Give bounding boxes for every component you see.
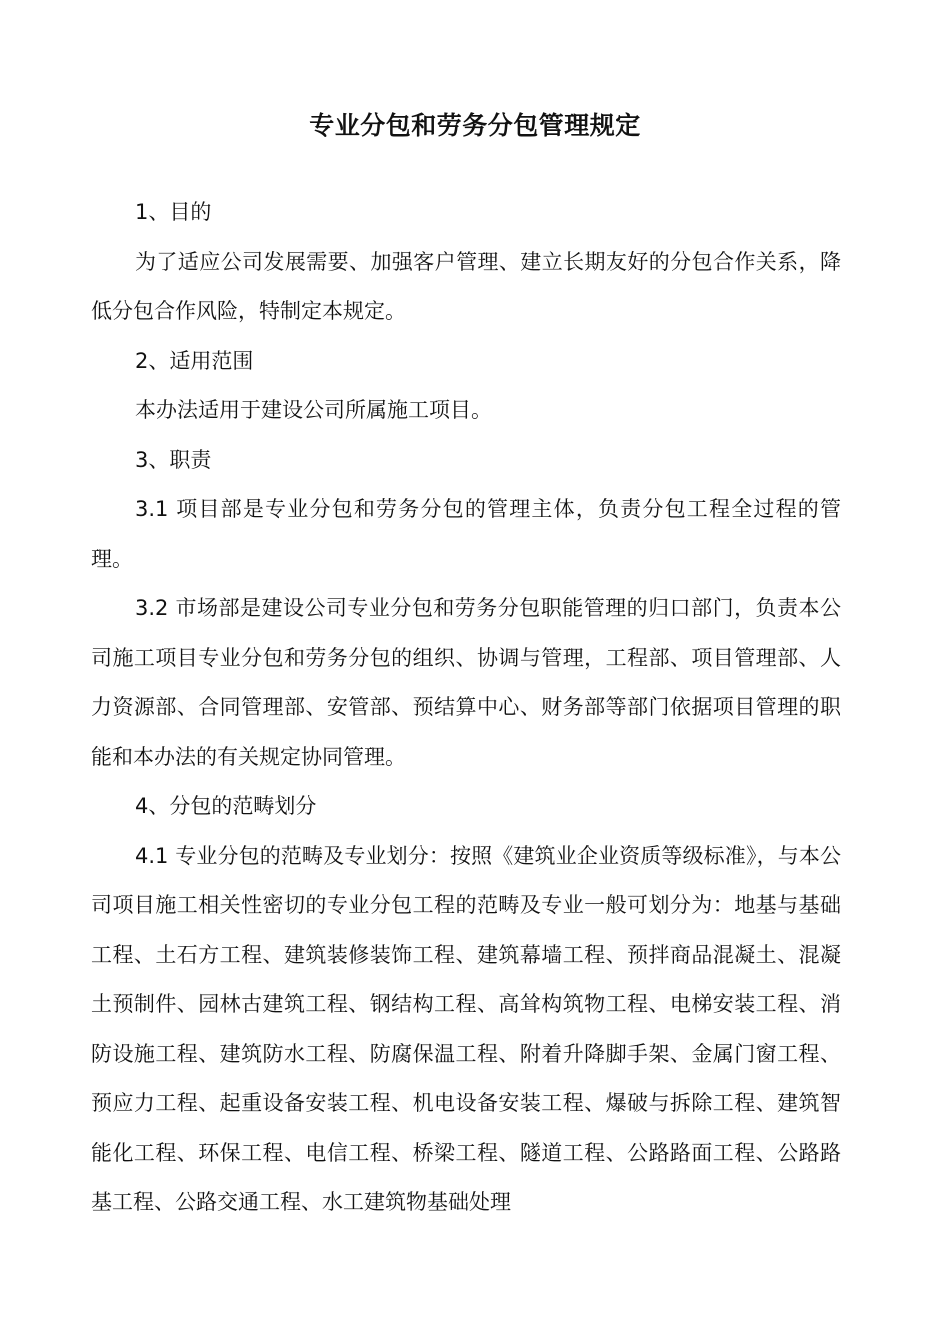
paragraph-purpose: 为了适应公司发展需要、加强客户管理、建立长期友好的分包合作关系，降低分包合作风险，特制定本规定。 — [91, 249, 841, 323]
paragraph-3-1: 3.1 项目部是专业分包和劳务分包的管理主体，负责分包工程全过程的管理。 — [91, 497, 841, 571]
section-heading-scope: 2、适用范围 — [135, 348, 254, 373]
document-body — [91, 188, 841, 1228]
section-heading-responsibilities: 3、职责 — [135, 447, 212, 472]
paragraph-4-1: 4.1 专业分包的范畴及专业划分：按照《建筑业企业资质等级标准》，与本公司项目施工相关性密切的专业分包工程的范畴及专业一般可划分为：地基与基础工程、土石方工程、建筑装修装饰工程、建筑幕墙工程、预拌商品混凝土、混凝土预制件、园林古建筑工程、钢结构工程、高耸构筑物工程、电梯安装工程、消防设施工程、建筑防水工程、防腐保温工程、附着升降脚手架、金属门窗工程、预应力工程、起重设备安装工程、机电设备安装工程、爆破与拆除工程、建筑智能化工程、环保工程、电信工程、桥梁工程、隧道工程、公路路面工程、公路路基工程、公路交通工程、水工建筑物基础处理 — [91, 843, 841, 1214]
section-heading-classification: 4、分包的范畴划分 — [135, 794, 317, 818]
paragraph-scope: 本办法适用于建设公司所属施工项目。 — [135, 398, 492, 422]
document-title: 专业分包和劳务分包管理规定 — [309, 111, 641, 140]
section-heading-purpose: 1、目的 — [135, 200, 212, 224]
paragraph-3-2: 3.2 市场部是建设公司专业分包和劳务分包职能管理的归口部门，负责本公司施工项目专业分包和劳务分包的组织、协调与管理，工程部、项目管理部、人力资源部、合同管理部、安管部、预结算中心、财务部等部门依据项目管理的职能和本办法的有关规定协同管理。 — [91, 596, 841, 769]
